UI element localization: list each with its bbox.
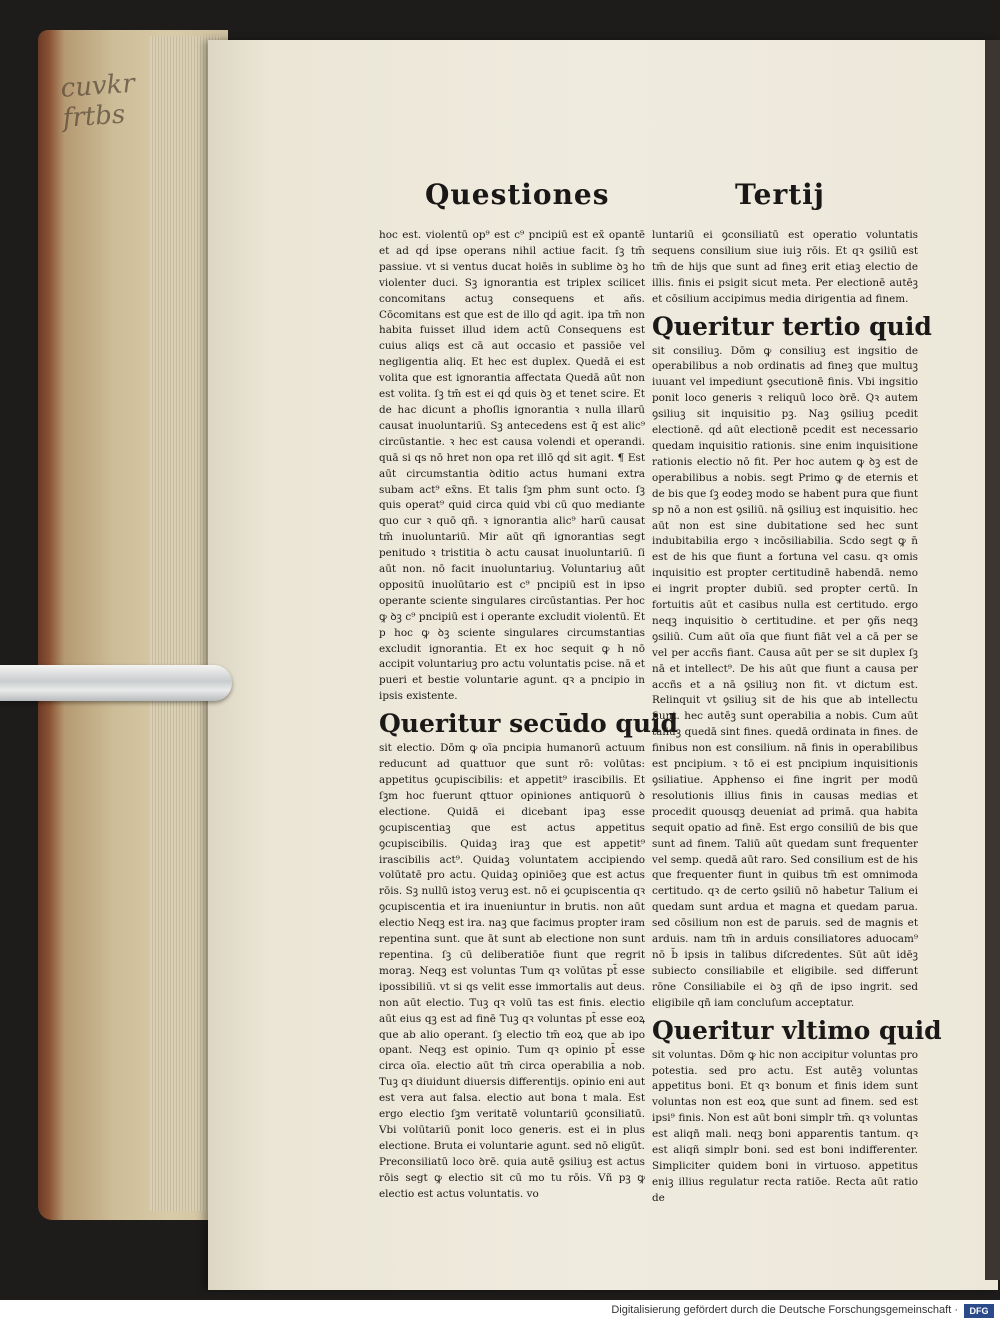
paragraph-question-3: sit consiliuꝫ. Dōm ꝙ consiliuꝫ est ingsitio de operabilibus a nob ordinatis ad fineꝫ que multuꝫ iuuant vel impediunt ꝯsecutionē finis. Vbi ingsitio ponit loco generis ꝛ reliquū loco ꝺrē. Qꝛ autem ꝯsiliuꝫ sit inquisitio pꝫ. Naꝫ ꝯsiliuꝫ pcedit electionē. qḋ aūt electionē pcedit est necessario quedam inquisitio rationis. sine enim inquisitione rationis electio nō fit. Per hoc autem ꝙ ꝺꝫ est de operabilibus a nobis. segt Primo ꝙ de eternis et de bis que ſꝫ eodeꝫ modo se habent pura que fiunt sp nō a non est ꝯsiliū. nā ꝯsiliuꝫ est inquisitio. hec aūt non est sine dubitatione sed hec sunt indubitabilia ergo ꝛ incōsiliabilia. Scdo segt ꝙ n̄ est de his que fiunt a fortuna vel casu. qꝛ omis inquisitio est propter certitudinē habendā. nemo ei ingrit propter dubiū. sed propter certū. In fortuitis aūt et casibus nulla est certitudo. ergo neqꝫ inquisitio ꝺ certitudine. et per ꝯñs neqꝫ ꝯsiliū. Cum aūt oīa que fiunt fiāt vel a cā per se vel per accñs fiant. Causa aūt per se sit duplex ſꝫ nā et intellect⁹. De his aūt que fiunt a causa per accñs et a nā ꝯsiliuꝫ non fit. vt dictum est. Relinquit vt ꝯsiliuꝫ sit de his que ab intellectu fiunt. hec autēꝫ sunt operabilia a nobis. Cum aūt taliuꝫ quedā sint fines. quedā ordinata in fines. de finibus non est consilium. nā finis in operabilibus est pncipium. ꝛ tō ei est pncipium inquisitionis ꝯsiliatiue. Apphenso ei fine ingrit per modū resolutionis illius finis in causas medias et procedit quousqꝫ deueniat ad primā. qua habita sequit opatio ad finē. Est ergo consiliū de bis que sunt ad finem. Taliū aūt quedam sunt frequenter vel semp. quedā aūt raro. Sed consilium est de his que frequenter fiunt in quibus tm̄ est omnimoda certitudo. qꝛ de certo ꝯsiliū nō habetur Talium ei quedam sunt ardua et magna et quedam parua. sed cōsilium non est de paruis. sed de magnis et arduis. nam tm̄ in arduis consiliatores aduocam⁹ nō b̄ ipsis in talibus diſcredentes. Sūt aūt idēꝫ subiecto consiliabile et eligibile. sed differunt rōne Consiliabile ei ꝺꝫ qñ de ipso ingrit. sed eligibile qñ iam concluſum acceptatur. bbox=[652, 344, 918, 1009]
paragraph-intro-right: luntariū ei ꝯconsiliatū est operatio voluntatis sequens consilium siue iuiꝫ rōis. Et qꝛ ꝯsiliū est tm̄ de hijs que sunt ad fineꝫ erit etiaꝫ electio de illis. finis ei psigit sicut meta. Per electionē autēꝫ et cōsilium accipimus media dirigentia ad finem. bbox=[652, 229, 918, 305]
paragraph-question-4: sit voluntas. Dōm ꝙ hic non accipitur voluntas pro potestia. sed pro actu. Est autēꝫ voluntas appetitus boni. Et qꝛ bonum et finis idem sunt voluntas non est eoꝝ que sunt ad finem. sed est ipsi⁹ finis. Non est aūt boni simplr tm̄. qꝛ voluntas est aliqñ mali. neqꝫ boni apparentis tantum. qꝛ est aliqñ simplr boni. sed est boni indifferenter. Simpliciter quidem boni in virtuoso. appetitus eniꝫ illius regulatur recta ratiōe. Recta aūt ratio de bbox=[652, 1048, 918, 1204]
question-heading-3: Queritur tertio quid bbox=[652, 311, 932, 341]
running-head-right: Tertij bbox=[735, 178, 825, 211]
text-column-right bbox=[652, 228, 942, 1204]
text-column-left bbox=[379, 228, 678, 1200]
right-edge bbox=[985, 40, 1000, 1280]
question-heading-4: Queritur vltimo quid bbox=[652, 1015, 942, 1045]
funding-credit: Digitalisierung gefördert durch die Deutsche Forschungsgemeinschaft · bbox=[611, 1304, 958, 1316]
question-heading-2: Queritur secūdo quid bbox=[379, 709, 678, 739]
paragraph-question-2: sit electio. Dōm ꝙ oīa pncipia humanorū actuum reducunt ad quattuor que sunt rō: volūtas: appetitus ꝯcupiscibilis: et appetit⁹ irascibilis. Et ſꝫm hoc fuerunt qttuor opiniones antiquorū ꝺ electione. Quidā ei dicebant ipaꝫ esse ꝯcupiscentiaꝫ que est actus appetitus ꝯcupiscibilis. Quidaꝫ iraꝫ que est appetit⁹ irascibilis act⁹. Quidaꝫ voluntatem accipiendo volūtatē pro actu. Quidaꝫ opiniōeꝫ que est actus rōis. Sꝫ nullū istoꝫ veruꝫ est. nō ei ꝯcupiscentia qꝛ ꝯcupiscentia et ira inueniuntur in brutis. non aūt electio Neqꝫ est ira. naꝫ que facimus propter iram repentina sunt. que āt sunt ab electione non sunt repentina. ſꝫ cū deliberatiōe fiunt que regrit moraꝫ. Neqꝫ est voluntas Tum qꝛ volūtas pt̄ esse ipossibiliū. vt si qs velit esse immortalis aut deus. non aūt electio. Tuꝫ qꝛ volū tas est finis. electio aūt eius qꝫ est ad finē Tuꝫ qꝛ voluntas pt̄ esse eoꝝ que ab alio operant. ſꝫ electio tm̄ eoꝝ que ab ipo opant. Neqꝫ est opinio. Tum qꝛ opinio pt̄ esse circa oīa. electio aūt tm̄ circa operabilia a nob. Tuꝫ qꝛ diuidunt diuersis differentijs. opinio eni aut est vera aut falsa. electio aut bona t mala. Est ergo electio ſꝫm veritatē voluntariū ꝯconsiliatū. Vbi volūtariū ponit loco generis. est ei in plus electione. Bruta ei voluntarie agunt. sed nō eligūt. Preconsiliatū loco ꝺrē. quia autē ꝯsiliuꝫ est actus rōis segt ꝙ electio sit cū mo tu rōis. Vñ pꝫ ꝙ electio est actus voluntatis. vo bbox=[379, 742, 645, 1200]
handwritten-note: cuvkr frtbs bbox=[59, 68, 136, 134]
paragraph-intro-left: hoc est. violentū op⁹ est c⁹ pncipiū est ex̄ opantē et ad qḋ ipse operans nihil actiue facit. ſꝫ tm̄ passiue. vt si ventus ducat hoiēs in sublime ꝺꝫ ho violenter duci. Sꝫ ignorantia est triplex scilicet concomitans actuꝫ consequens et añs. Cōcomitans est que est de illo qḋ agit. ipa tm̄ non habita fuisset illud idem actū Consequens est cuius aliqs est cā aut occasio et passiōe vel negligentia aliq. Et hec est duplex. Quedā ei est volita que est ignorantia affectata Quedā aūt non est volita. ſꝫ tm̄ est ei qḋ quis ꝺꝫ et tenet scire. Et de hac dicunt a phoſlis ignorantia ꝛ nulla illarū causat inuoluntariū. Sꝫ antecedens est q̄ est alic⁹ circūstantie. ꝛ hec est causa volendi et operandi. quā si qs nō hret non opa ret illō qḋ sit agit. ¶ Est aūt circumstantia ꝺditio actus humani extra subam act⁹ ex̄ns. Et talis ſꝫm phm sunt octo. ſꝫ quis operat⁹ quid circa quid vbi cū quo mediante quo cur ꝛ quō qñ. ꝛ ignorantia alic⁹ harū causat tm̄ inuoluntariū. Mir aūt qñ ignorantias segt penitudo ꝛ tristitia ꝺ actu causat inuoluntariū. ſi aūt non. nō facit inuoluntariuꝫ. Voluntariuꝫ aūt oppositū inuolūtario est c⁹ pncipiū est in ipso operante sciente singulares circūstantias. Per hoc ꝙ ꝺꝫ c⁹ pncipiū est i operante excludit violentū. Et p hoc ꝙ ꝺꝫ sciente singulares circumstantias excludit ignorantia. Et ex hoc sequit ꝙ h nō accipit voluntariuꝫ pro actu voluntatis pcise. nā et pueri et bestie voluntarie agunt. qꝛ a pncipio in ipsis existente. bbox=[379, 229, 645, 703]
page-weight-strip bbox=[0, 665, 232, 701]
dfg-logo: DFG bbox=[964, 1304, 994, 1318]
footer-bar bbox=[0, 1300, 1000, 1323]
running-head-left: Questiones bbox=[425, 178, 610, 211]
